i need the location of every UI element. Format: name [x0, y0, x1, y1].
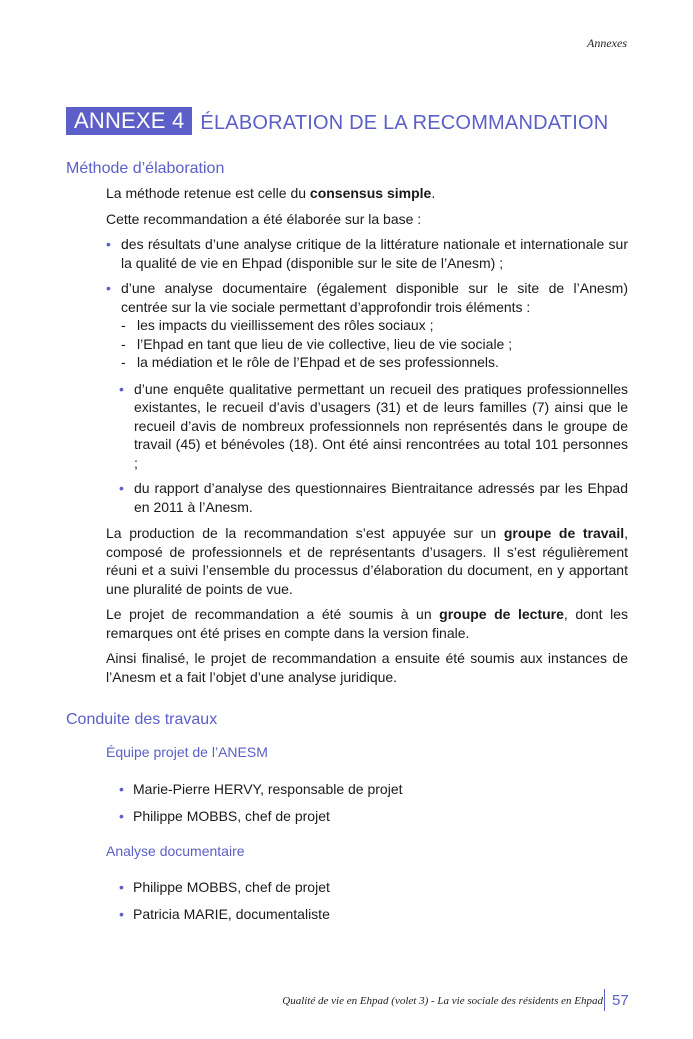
section-heading-conduite: Conduite des travaux	[66, 711, 218, 728]
dash-item: - la médiation et le rôle de l’Ehpad et de ses professionnels.	[121, 354, 499, 370]
bullet-icon: •	[119, 781, 124, 797]
annex-badge: ANNEXE 4	[66, 107, 192, 135]
equipe-list	[119, 780, 403, 834]
dash-item: - les impacts du vieillissement des rôles sociaux ;	[121, 317, 434, 333]
basis-paragraph: Cette recommandation a été élaborée sur la base :	[106, 210, 422, 227]
annex-title-block	[66, 107, 636, 135]
list-item: • Marie-Pierre HERVY, responsable de projet	[119, 781, 403, 797]
bullet-icon: •	[119, 879, 124, 895]
page-number: 57	[612, 992, 629, 1009]
list-item: • Philippe MOBBS, chef de projet	[119, 808, 330, 824]
footer-title: Qualité de vie en Ehpad (volet 3) - La vie sociale des résidents en Ehpad	[282, 995, 603, 1007]
bullet-icon: •	[119, 808, 124, 824]
bullet-icon: •	[119, 480, 124, 496]
analyse-list	[119, 878, 330, 932]
list-item: • du rapport d’analyse des questionnaires Bientraitance adressés par les Ehpad en 2011 à l’Anesm.	[119, 480, 628, 515]
bullet-icon: •	[119, 380, 124, 397]
annex-heading: ÉLABORATION DE LA RECOMMANDATION	[200, 112, 609, 134]
list-item: • d’une analyse documentaire (également disponible sur le site de l’Anesm) centrée sur la vie sociale permettant d’approfondir trois éléments :	[106, 280, 628, 315]
bullet-icon: •	[106, 280, 111, 296]
groupe-travail-paragraph: La production de la recommandation s’est appuyée sur un groupe de travail, composé de professionnels et de représentants d’usagers. Il s’est régulièrement réuni et a suivi l’ensemble du processus d’élaboration du document, en y apportant une pluralité de points de vue.	[106, 525, 628, 597]
running-head: Annexes	[587, 36, 627, 50]
list-item: • d’une enquête qualitative permettant un recueil des pratiques professionnelles existantes, le recueil d’avis d’usagers (31) et de leurs familles (7) ainsi que le recueil d’avis de nombreux professionnels non représentés dans le groupe de travail (45) et bénévoles (18). Ont été ainsi rencontrées au total 101 personnes ;	[119, 380, 628, 471]
bullet-icon: •	[106, 236, 111, 252]
intro-paragraph: La méthode retenue est celle du consensus simple.	[106, 185, 436, 201]
section-heading-methode: Méthode d’élaboration	[66, 160, 225, 177]
methode-content	[106, 184, 628, 686]
dash-item: - l’Ehpad en tant que lieu de vie collective, lieu de vie sociale ;	[121, 335, 513, 352]
bullet-icon: •	[119, 906, 124, 922]
list-item: • des résultats d’une analyse critique de la littérature nationale et internationale sur la qualité de vie en Ehpad (disponible sur le site de l’Anesm) ;	[106, 236, 628, 271]
list-item: • Philippe MOBBS, chef de projet	[119, 879, 330, 895]
list-item: • Patricia MARIE, documentaliste	[119, 906, 330, 922]
groupe-lecture-paragraph: Le projet de recommandation a été soumis à un groupe de lecture, dont les remarques ont été prises en compte dans la version finale.	[106, 606, 628, 641]
subheading-equipe: Équipe projet de l’ANESM	[106, 744, 268, 760]
subheading-analyse: Analyse documentaire	[106, 843, 245, 859]
footer-divider	[604, 989, 605, 1011]
finalisation-paragraph: Ainsi finalisé, le projet de recommandation a ensuite été soumis aux instances de l’Anesm et a fait l’objet d’une analyse juridique.	[106, 650, 628, 685]
